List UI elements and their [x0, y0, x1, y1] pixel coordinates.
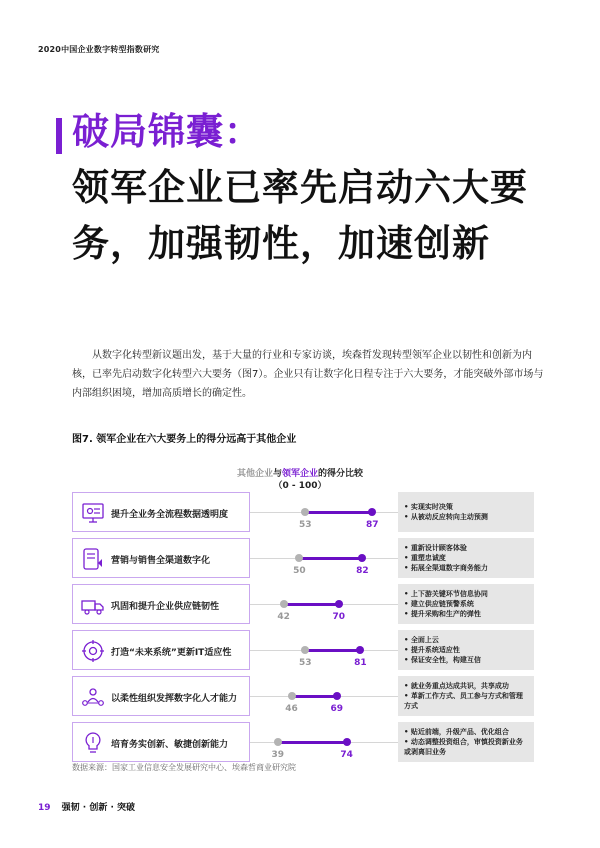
score-gap-bar [292, 695, 337, 698]
action-note: • 贴近前端，升级产品、优化组合 [404, 728, 509, 736]
category-box [72, 722, 250, 762]
category-box [72, 630, 250, 670]
category-box [72, 538, 250, 578]
figure-title: 图7. 领军企业在六大要务上的得分远高于其他企业 [72, 434, 297, 445]
action-note: • 从被动反应转向主动预测 [404, 513, 488, 521]
talent-icon [79, 683, 107, 711]
score-gap-bar [299, 557, 362, 560]
it-system-icon [79, 637, 107, 665]
body-paragraph: 从数字化转型新议题出发，基于大量的行业和专家访谈，埃森哲发现转型领军企业以韧性和创新为内核，已率先启动数字化转型六大要务（图7）。企业只有让数字化日程专注于六大要务，才能突破外部市场与内部组织困境，增加高质增长的确定性。 [72, 350, 544, 399]
footer-text: 强韧 · 创新 · 突破 [61, 803, 136, 813]
page-title [72, 104, 572, 272]
innovation-icon [79, 729, 107, 757]
category-label: 培育务实创新、敏捷创新能力 [111, 739, 229, 750]
other-score-dot [295, 554, 303, 562]
score-track [250, 558, 398, 576]
leader-score-dot [356, 646, 364, 654]
category-box [72, 492, 250, 532]
leader-score-label: 82 [356, 566, 369, 576]
category-box [72, 676, 250, 716]
chart-row [72, 538, 534, 578]
action-note: • 就业务重点达成共识，共享成功 [404, 682, 509, 690]
channel-icon [79, 545, 107, 573]
category-label: 打造“未来系统”更新IT适应性 [111, 647, 232, 658]
action-note: • 提升采购和生产的弹性 [404, 610, 481, 618]
action-notes [398, 676, 534, 716]
action-notes [398, 584, 534, 624]
other-score-dot [301, 646, 309, 654]
other-score-dot [274, 738, 282, 746]
leader-score-dot [333, 692, 341, 700]
chart-row [72, 492, 534, 532]
chart-title-other: 其他企业 [236, 469, 273, 479]
chart-range: （0 - 100） [273, 481, 327, 491]
action-note: • 建立供应链预警系统 [404, 600, 474, 608]
leader-score-dot [358, 554, 366, 562]
action-note: • 提升系统适应性 [404, 646, 460, 654]
action-note: • 保证安全性，构建互信 [404, 656, 481, 664]
chart-row [72, 722, 534, 762]
running-head: 2020中国企业数字转型指数研究 [38, 45, 160, 54]
category-label: 提升全业务全流程数据透明度 [111, 509, 229, 520]
score-track [250, 742, 398, 760]
category-label: 营销与销售全渠道数字化 [111, 555, 211, 566]
score-gap-bar [305, 511, 372, 514]
action-note: • 上下游关键环节信息协同 [404, 590, 488, 598]
action-note: • 实现实时决策 [404, 503, 453, 511]
supply-chain-icon [79, 591, 107, 619]
other-score-label: 42 [277, 612, 290, 622]
leader-score-label: 69 [330, 704, 344, 714]
action-note: • 全面上云 [404, 636, 439, 644]
score-track [250, 696, 398, 714]
action-note: • 重新设计顾客体验 [404, 544, 467, 552]
leader-score-label: 70 [332, 612, 346, 622]
action-notes [398, 538, 534, 578]
leader-score-dot [335, 600, 343, 608]
score-gap-bar [305, 649, 360, 652]
score-track [250, 512, 398, 530]
action-notes [398, 492, 534, 532]
page-number: 19 [38, 803, 51, 813]
title-line-1: 破局锦囊： [72, 110, 262, 153]
other-score-dot [301, 508, 309, 516]
action-note: • 拓展全渠道数字商务能力 [404, 564, 488, 572]
other-score-label: 53 [299, 520, 312, 530]
leader-score-label: 81 [354, 658, 367, 668]
other-score-label: 50 [293, 566, 306, 576]
score-gap-bar [284, 603, 339, 606]
action-notes [398, 722, 534, 762]
other-score-label: 46 [285, 704, 298, 714]
leader-score-label: 74 [340, 750, 353, 760]
page-footer [38, 800, 135, 813]
action-notes [398, 630, 534, 670]
action-note: • 重塑忠诚度 [404, 554, 446, 562]
category-label: 巩固和提升企业供应链韧性 [111, 601, 220, 612]
leader-score-dot [368, 508, 376, 516]
chart-title-connector: 与 [272, 469, 282, 479]
leader-score-label: 87 [365, 520, 379, 530]
other-score-dot [280, 600, 288, 608]
score-track [250, 650, 398, 668]
score-track [250, 604, 398, 622]
category-box [72, 584, 250, 624]
other-score-label: 39 [271, 750, 284, 760]
data-icon [79, 499, 107, 527]
action-note: • 革新工作方式、员工参与方式和管理方式 [404, 692, 523, 710]
other-score-dot [288, 692, 296, 700]
action-note: • 动态调整投资组合，审慎投资新业务或剥离旧业务 [404, 738, 523, 756]
leader-score-dot [343, 738, 351, 746]
category-label: 以柔性组织发挥数字化人才能力 [111, 693, 238, 704]
chart-row [72, 630, 534, 670]
chart-rows [72, 492, 534, 768]
chart-title-suffix: 的得分比较 [318, 469, 364, 479]
score-gap-bar [278, 741, 347, 744]
other-score-label: 53 [299, 658, 312, 668]
chart-row [72, 676, 534, 716]
chart-title-leader: 领军企业 [282, 469, 319, 479]
chart-row [72, 584, 534, 624]
title-accent-bar [56, 118, 62, 154]
title-line-2: 领军企业已率先启动六大要务，加强韧性，加速创新 [72, 166, 528, 265]
data-source: 数据来源：国家工业信息安全发展研究中心、埃森哲商业研究院 [72, 763, 296, 772]
